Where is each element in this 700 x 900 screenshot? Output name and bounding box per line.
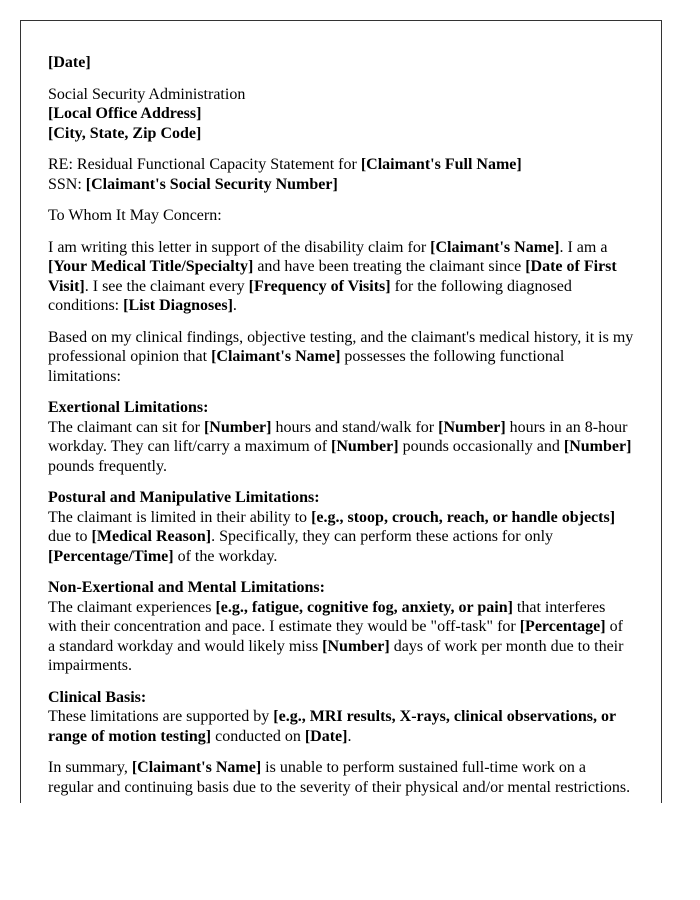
placeholder-field: [Number] — [438, 418, 506, 436]
placeholder-field: Clinical Basis: — [48, 688, 147, 706]
letter-text: . — [232, 297, 237, 314]
letter-text: of the workday. — [173, 547, 278, 565]
placeholder-field: [Percentage/Time] — [48, 547, 174, 565]
letter-text: is unable to perform sustained full-time work on a regular and continuing basis due to the severity of their physical and/or mental restrictions. — [48, 759, 631, 796]
placeholder-field: [City, State, Zip Code] — [48, 124, 202, 142]
letter-text: that interferes with their concentration and pace. I estimate they would be "off-task" for — [48, 598, 606, 635]
letter-text: days of work per month due to their impairments. — [48, 637, 624, 674]
nonexertional-limitations-section — [48, 578, 634, 676]
summary-paragraph — [48, 758, 634, 797]
letter-text: . I am a — [559, 238, 608, 256]
recipient-address-block — [48, 85, 634, 144]
placeholder-field: [Claimant's Name] — [211, 348, 341, 365]
letter-text: The claimant experiences — [48, 598, 216, 616]
placeholder-field: [Number] — [331, 438, 399, 455]
placeholder-field: [Claimant's Name] — [131, 759, 262, 776]
postural-limitations-section — [48, 488, 634, 566]
placeholder-field: [Date] — [48, 54, 91, 71]
letter-text: RE: Residual Functional Capacity Statement for — [48, 156, 361, 173]
placeholder-field: [Percentage] — [519, 618, 606, 635]
placeholder-field: [Frequency of Visits] — [248, 277, 391, 295]
exertional-limitations-section — [48, 398, 634, 476]
placeholder-field: [Number] — [563, 438, 632, 455]
introduction-paragraph — [48, 238, 634, 316]
placeholder-field: [Claimant's Social Security Number] — [85, 175, 338, 193]
subject-reference-block — [48, 155, 634, 194]
letter-text: In summary, — [48, 759, 132, 776]
placeholder-field: Postural and Manipulative Limitations: — [48, 489, 320, 506]
placeholder-field: [Number] — [203, 418, 272, 436]
letter-text: SSN: — [48, 175, 86, 193]
placeholder-field: [Local Office Address] — [48, 105, 202, 122]
letter-text: pounds frequently. — [48, 457, 167, 475]
letter-text: pounds occasionally and — [398, 438, 564, 455]
letter-page — [20, 20, 662, 803]
letter-text: These limitations are supported by — [48, 708, 274, 725]
letter-text: . — [347, 727, 352, 745]
letter-text: conducted on — [211, 727, 305, 745]
letter-text: The claimant can sit for — [48, 418, 204, 436]
letter-text: . Specifically, they can perform these actions for only — [211, 528, 554, 545]
letter-text: hours and stand/walk for — [271, 418, 439, 436]
placeholder-field: [Claimant's Name] — [430, 238, 560, 256]
clinical-basis-section — [48, 688, 634, 747]
placeholder-field: Exertional Limitations: — [48, 399, 209, 416]
letter-text: due to — [48, 528, 92, 545]
placeholder-field: [Medical Reason] — [91, 528, 212, 545]
placeholder-field: [Number] — [322, 637, 390, 655]
letter-text: To Whom It May Concern: — [48, 207, 222, 224]
letter-text: possesses the following functional limitations: — [48, 348, 565, 385]
letter-text: The claimant is limited in their ability to — [48, 508, 312, 526]
placeholder-field: Non-Exertional and Mental Limitations: — [48, 579, 325, 596]
letter-text: I am writing this letter in support of the disability claim for — [48, 238, 431, 256]
letter-text: of a standard workday and would likely miss — [48, 618, 623, 655]
letter-text: hours in an 8-hour workday. They can lift/carry a maximum of — [48, 418, 628, 455]
placeholder-field: [e.g., fatigue, cognitive fog, anxiety, or pain] — [215, 598, 513, 616]
placeholder-field: [Claimant's Full Name] — [360, 156, 522, 173]
letter-text: Social Security Administration — [48, 85, 246, 103]
placeholder-field: [e.g., MRI results, X-rays, clinical observations, or range of motion testing] — [48, 708, 616, 745]
placeholder-field: [e.g., stoop, crouch, reach, or handle objects] — [311, 508, 616, 526]
professional-opinion-paragraph — [48, 328, 634, 387]
letter-text: for the following diagnosed conditions: — [48, 277, 572, 314]
placeholder-field: [Date of First Visit] — [48, 258, 617, 295]
letter-text: . I see the claimant every — [84, 277, 249, 295]
letter-text: Based on my clinical findings, objective testing, and the claimant's medical history, it is my professional opinion that — [48, 328, 634, 365]
placeholder-field: [Date] — [304, 727, 348, 745]
date-line — [48, 53, 634, 73]
placeholder-field: [List Diagnoses] — [123, 297, 233, 314]
letter-text: and have been treating the claimant since — [253, 258, 526, 275]
salutation — [48, 206, 634, 226]
placeholder-field: [Your Medical Title/Specialty] — [48, 258, 254, 275]
